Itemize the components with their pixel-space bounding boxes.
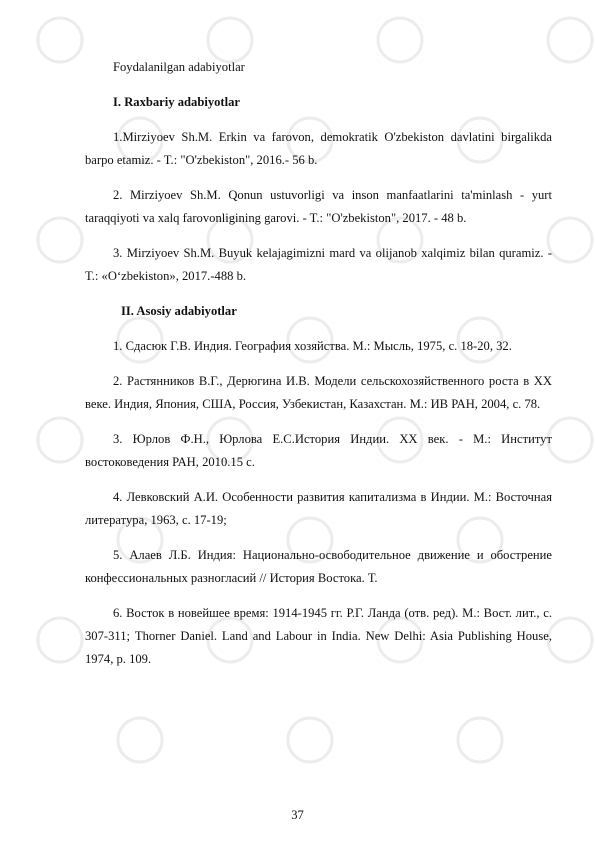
reference-item: 4. Левковский А.И. Особенности развития капитализма в Индии. М.: Восточная литература, 1963, с. 17-19; [85, 490, 552, 527]
reference-item: 3. Mirziyoev Sh.M. Buyuk kelajagimizni mard va olijanob xalqimiz bilan quramiz. - T.: «O‘zbekiston», 2017.-488 b. [85, 246, 552, 283]
reference-item: 6. Восток в новейшее время: 1914-1945 гг. Р.Г. Ланда (отв. ред). М.: Вост. лит., с. 307-311; Thorner Daniel. Land and Labour in India. New Delhi: Asia Publishing House, 1974, p. 109. [85, 606, 552, 666]
bibliography-content [85, 56, 552, 671]
reference-item: 5. Алаев Л.Б. Индия: Национально-освободительное движение и обострение конфессиональных разногласий // История Востока. Т. [85, 548, 552, 585]
reference-item: 2. Mirziyoev Sh.M. Qonun ustuvorligi va inson manfaatlarini ta'minlash - yurt taraqqiyoti va xalq farovonligining garovi. - T.: "O'zbekiston", 2017. - 48 b. [85, 188, 552, 225]
reference-item: 1.Mirziyoev Sh.M. Erkin va farovon, demokratik O'zbekiston davlatini birgalikda barpo etamiz. - T.: "O'zbekiston", 2016.- 56 b. [85, 130, 552, 167]
page-number: 37 [291, 808, 304, 822]
section-title-main-literature: II. Asosiy adabiyotlar [121, 304, 237, 318]
reference-item: 1. Сдасюк Г.В. Индия. География хозяйства. М.: Мысль, 1975, с. 18-20, 32. [113, 339, 512, 353]
section-title-guiding-literature: I. Raxbariy adabiyotlar [113, 95, 240, 109]
reference-item: 3. Юрлов Ф.Н., Юрлова Е.С.История Индии. XX век. - М.: Институт востоковедения РАН, 2010.15 с. [85, 432, 552, 469]
page-title: Foydalanilgan adabiyotlar [113, 60, 245, 74]
reference-item: 2. Растянников В.Г., Дерюгина И.В. Модели сельскохозяйственного роста в XX веке. Индия, Япония, США, Россия, Узбекистан, Казахстан. М.: ИВ РАН, 2004, с. 78. [85, 374, 552, 411]
